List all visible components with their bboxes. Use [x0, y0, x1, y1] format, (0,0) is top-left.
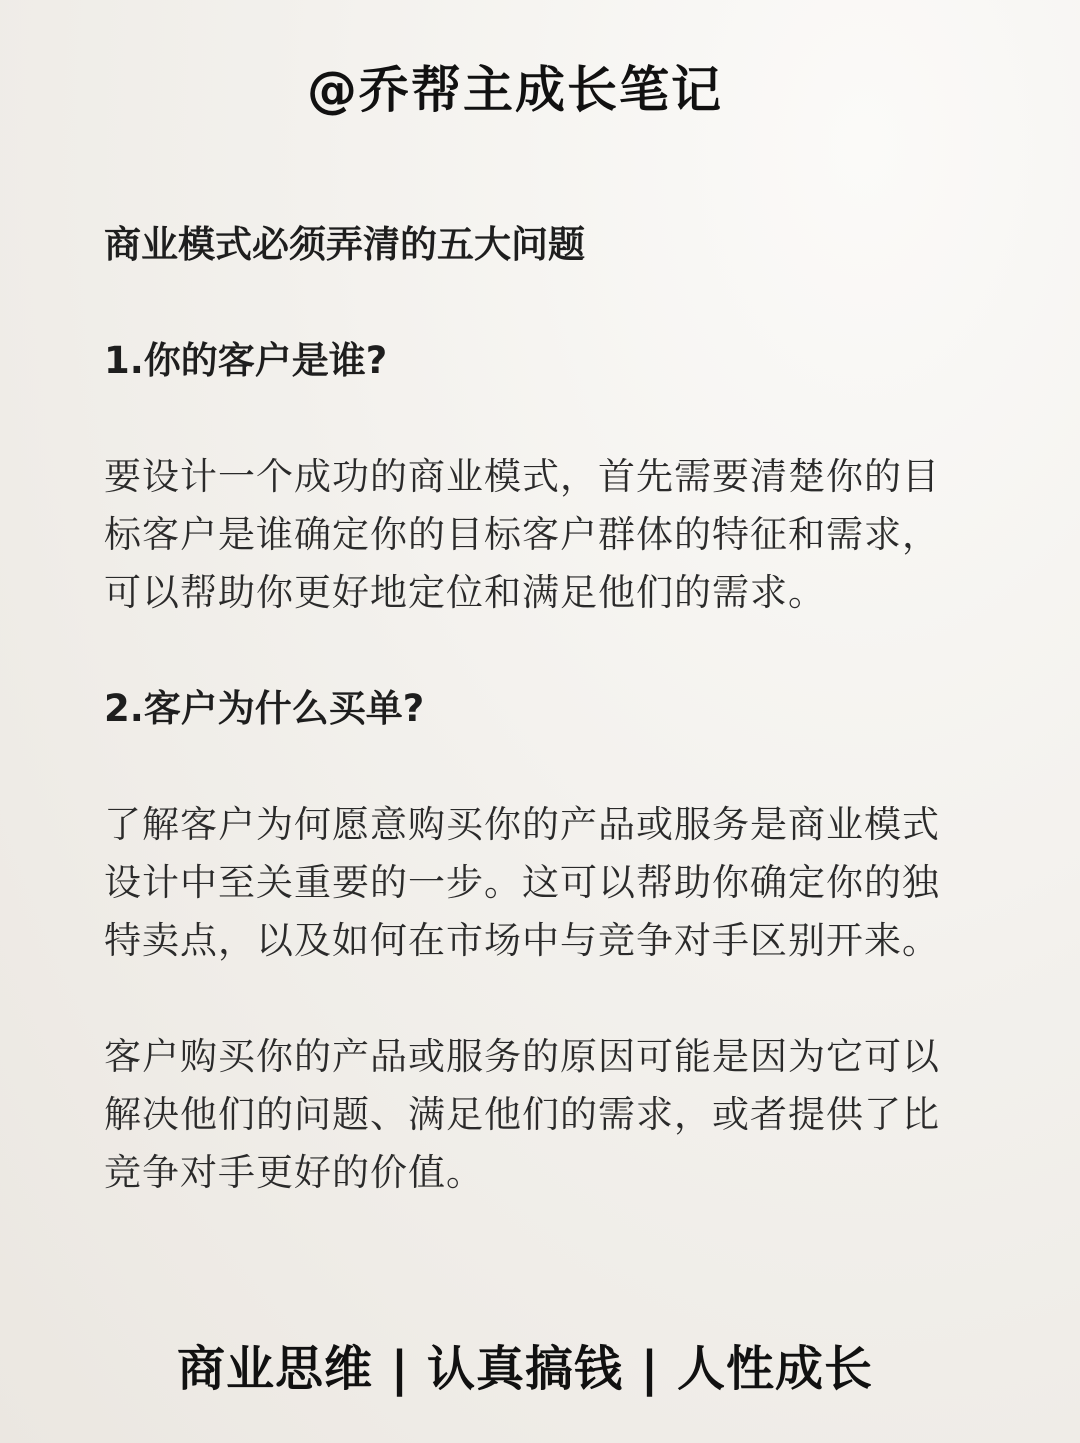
question-2-heading: 2.客户为什么买单? [104, 687, 425, 730]
footer-tagline: 商业思维 | 认真搞钱 | 人性成长 [177, 1341, 873, 1397]
spacer [104, 970, 944, 1028]
spacer [104, 738, 944, 796]
account-title: @乔帮主成长笔记 [307, 61, 723, 119]
question-1-paragraph: 要设计一个成功的商业模式，首先需要清楚你的目标客户是谁确定你的目标客户群体的特征和需求，可以帮助你更好地定位和满足他们的需求。 [104, 455, 940, 614]
spacer [104, 274, 944, 332]
footer [0, 1330, 1080, 1399]
header [0, 50, 1080, 122]
article [104, 216, 944, 1202]
article-title: 商业模式必须弄清的五大问题 [104, 223, 585, 266]
spacer [104, 622, 944, 680]
question-2-paragraph-2: 客户购买你的产品或服务的原因可能是因为它可以解决他们的问题、满足他们的需求，或者提供了比竞争对手更好的价值。 [104, 1035, 940, 1194]
question-1-heading: 1.你的客户是谁? [104, 339, 388, 382]
spacer [104, 390, 944, 448]
question-2-paragraph-1: 了解客户为何愿意购买你的产品或服务是商业模式设计中至关重要的一步。这可以帮助你确定你的独特卖点，以及如何在市场中与竞争对手区别开来。 [104, 803, 940, 962]
